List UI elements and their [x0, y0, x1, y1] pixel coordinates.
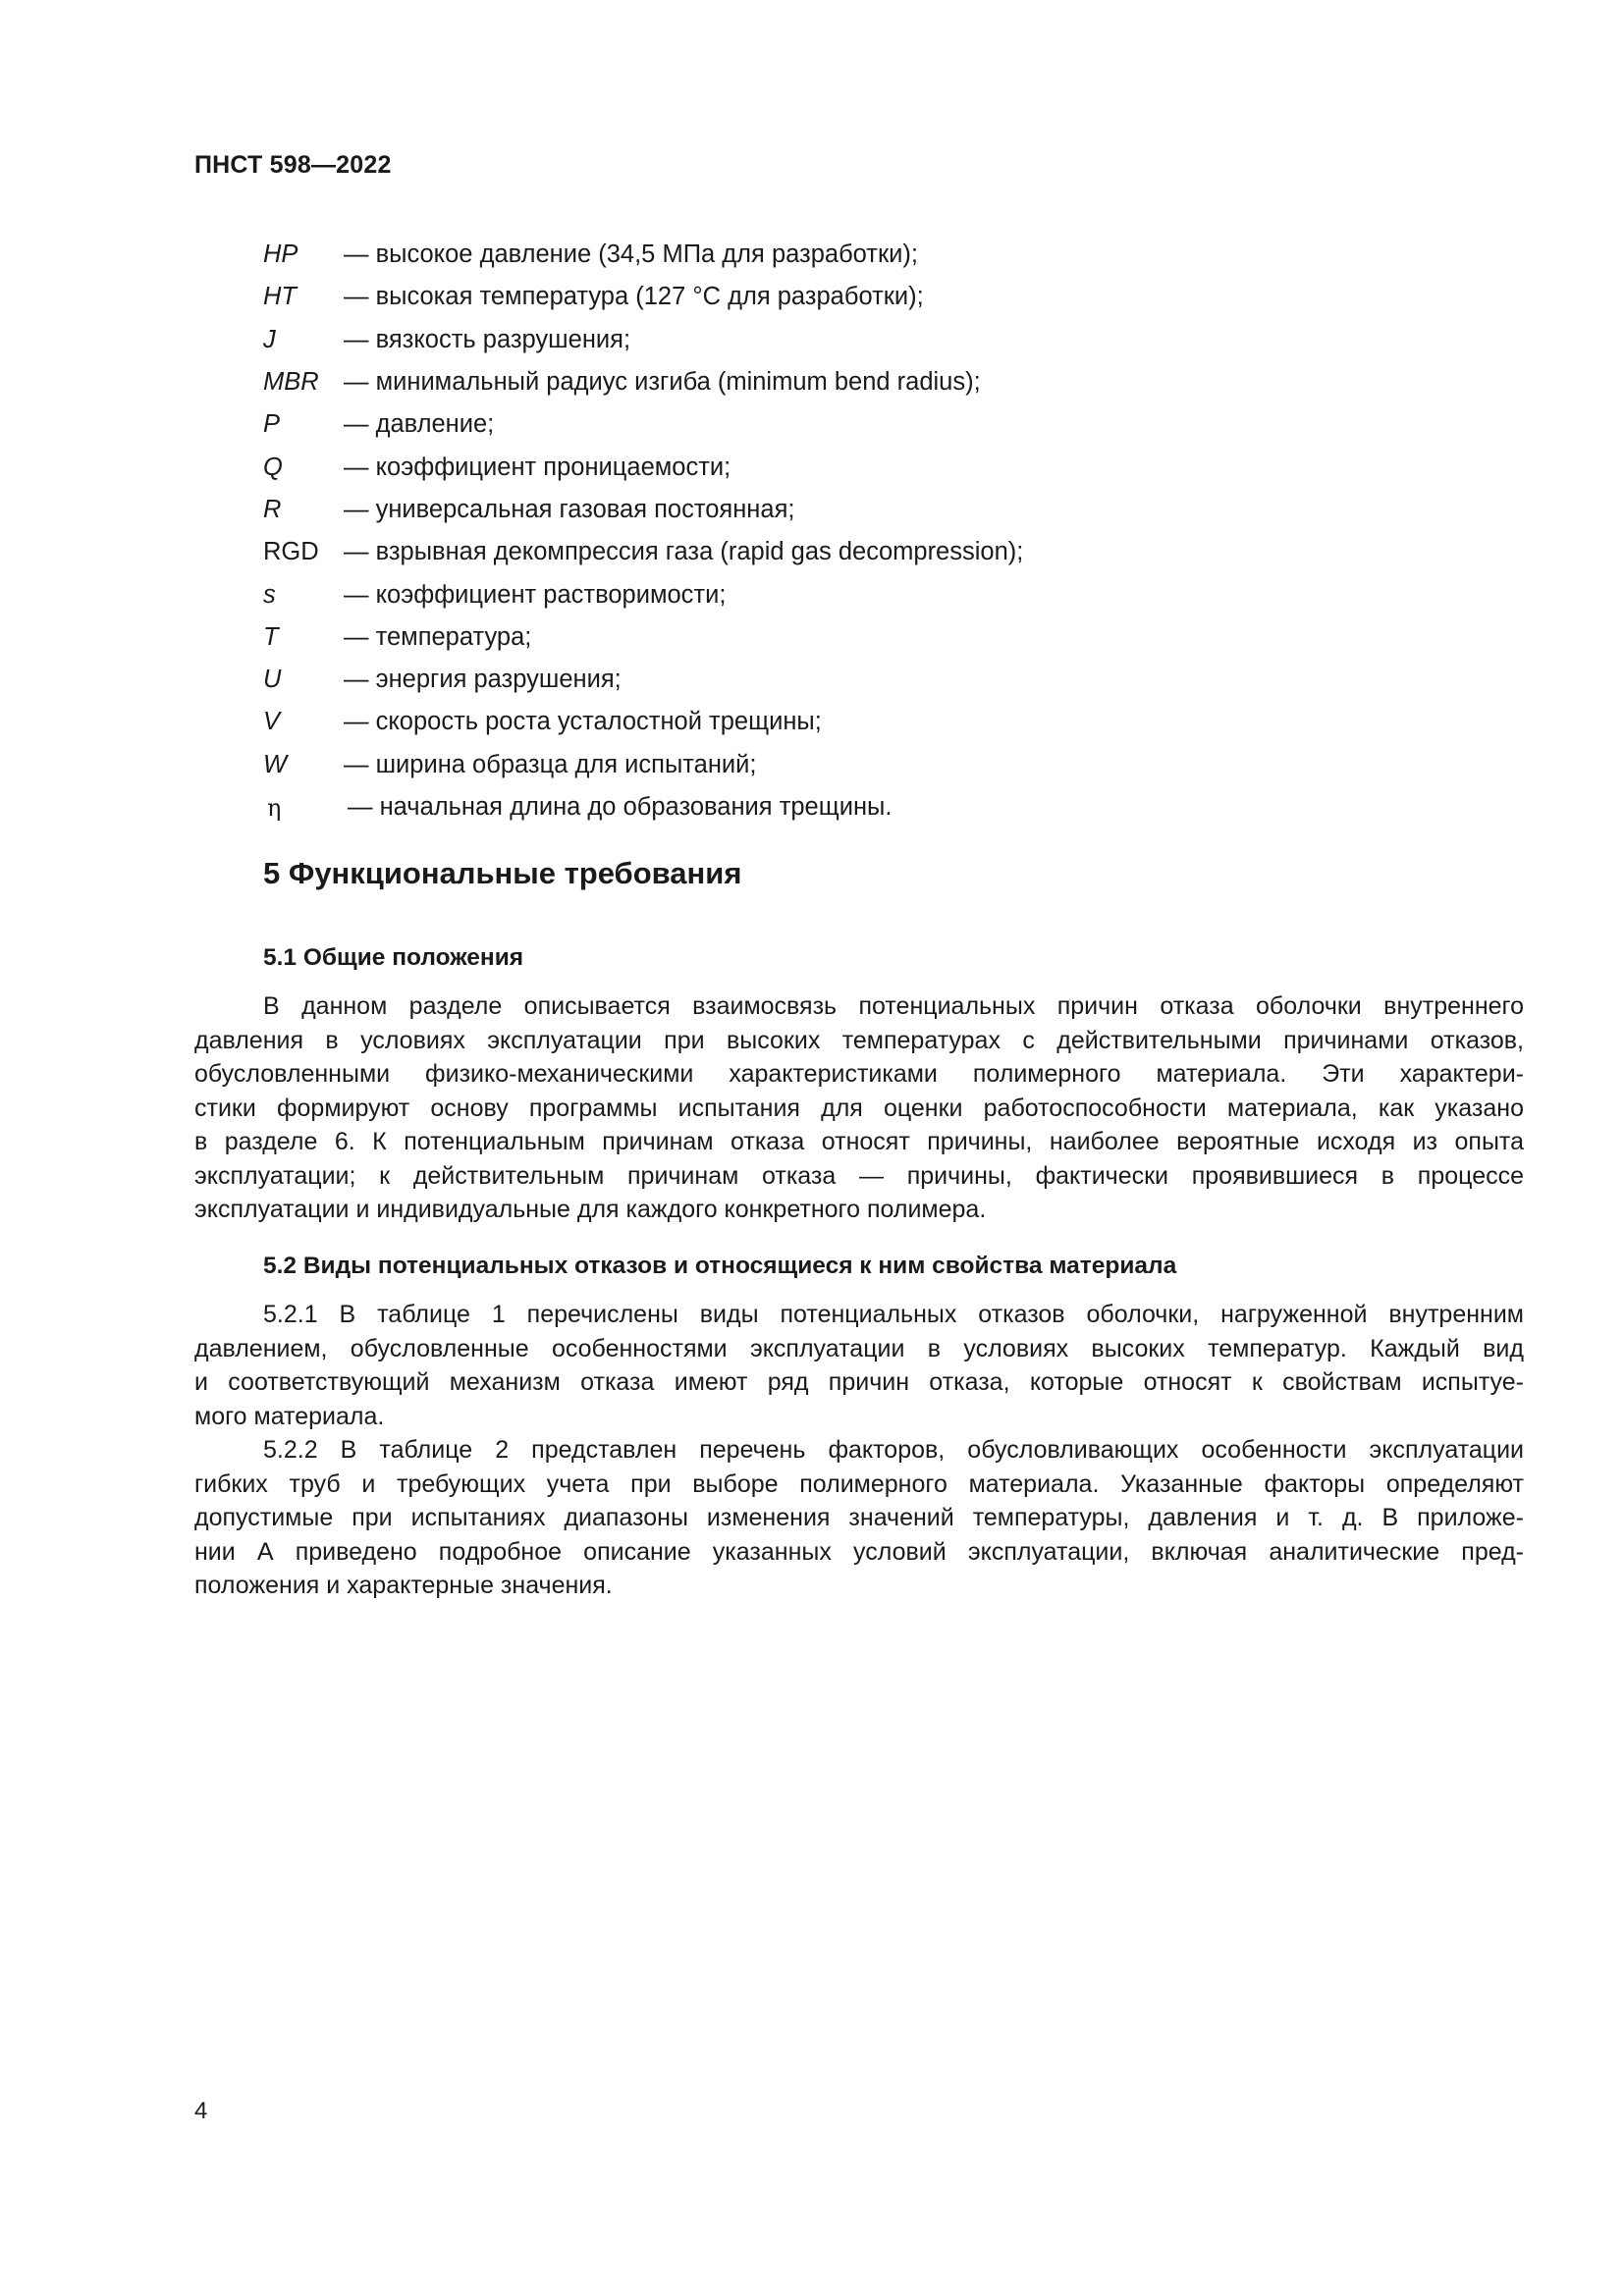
- abbreviation-definition: — ширина образца для испытаний;: [344, 750, 757, 778]
- paragraph-5-2-1: [194, 1298, 1524, 1433]
- abbreviation-symbol: MBR: [263, 368, 319, 397]
- paragraph-line: гибких труб и требующих учета при выборе полимерного материала. Указанные факторы определяют: [194, 1469, 1524, 1498]
- abbreviation-row: [263, 573, 1343, 615]
- abbreviation-row: [263, 786, 1343, 828]
- abbreviation-definition: — взрывная декомпрессия газа (rapid gas decompression);: [344, 538, 1024, 566]
- abbreviation-symbol: V: [263, 708, 281, 736]
- paragraph-5-2-2: [194, 1433, 1524, 1603]
- abbreviation-definition: — энергия разрушения;: [344, 666, 622, 694]
- abbreviation-row: [263, 489, 1343, 531]
- paragraph-line: мого материала.: [194, 1402, 385, 1430]
- abbreviation-row: [263, 616, 1343, 659]
- abbreviation-symbol: s: [263, 580, 276, 609]
- paragraph-line: обусловленными физико-механическими характеристиками полимерного материала. Эти характери-: [194, 1060, 1524, 1088]
- abbreviation-symbol: U: [263, 666, 282, 694]
- abbreviation-symbol: R: [263, 495, 282, 523]
- paragraph-general-provisions: [194, 989, 1524, 1227]
- paragraph-line: стики формируют основу программы испытания для оценки работоспособности материала, как указано: [194, 1094, 1524, 1122]
- abbreviation-row: [263, 403, 1343, 446]
- abbreviation-definition: — коэффициент проницаемости;: [344, 453, 731, 481]
- subsection-heading: 5.1 Общие положения: [263, 944, 524, 971]
- abbreviation-row: [263, 659, 1343, 701]
- paragraph-line: и соответствующий механизм отказа имеют ряд причин отказа, которые относят к свойствам испытуе-: [194, 1368, 1524, 1396]
- abbreviation-definition: — вязкость разрушения;: [344, 325, 631, 353]
- abbreviation-definition: — коэффициент растворимости;: [344, 580, 727, 609]
- abbreviation-symbol: Q: [263, 453, 283, 481]
- abbreviation-list: [263, 234, 1343, 828]
- abbreviation-symbol: η: [267, 793, 282, 822]
- paragraph-line: 5.2.1 В таблице 1 перечислены виды потенциальных отказов оболочки, нагруженной внутренним: [263, 1301, 1524, 1328]
- abbreviation-definition: — универсальная газовая постоянная;: [344, 495, 795, 523]
- abbreviation-definition: — давление;: [344, 410, 495, 439]
- abbreviation-symbol: HP: [263, 240, 298, 269]
- abbreviation-row: [263, 446, 1343, 488]
- paragraph-line: эксплуатации; к действительным причинам отказа — причины, фактически проявившиеся в процессе: [194, 1161, 1524, 1190]
- abbreviation-row: [263, 701, 1343, 743]
- abbreviation-definition: — минимальный радиус изгиба (minimum bend radius);: [344, 368, 981, 397]
- abbreviation-definition: — температура;: [344, 622, 532, 651]
- paragraph-line: нии А приведено подробное описание указанных условий эксплуатации, включая аналитические пред-: [194, 1537, 1524, 1566]
- abbreviation-symbol: T: [263, 622, 279, 651]
- abbreviation-definition: — начальная длина до образования трещины.: [348, 793, 893, 821]
- abbreviation-symbol: J: [263, 325, 276, 353]
- paragraph-line: в разделе 6. К потенциальным причинам отказа относят причины, наиболее вероятные исходя из опыта: [194, 1128, 1524, 1155]
- abbreviation-definition: — высокое давление (34,5 МПа для разработки);: [344, 240, 918, 269]
- section-heading: 5 Функциональные требования: [263, 856, 742, 890]
- abbreviation-row: [263, 531, 1343, 573]
- abbreviation-symbol: RGD: [263, 538, 319, 566]
- abbreviation-row: [263, 319, 1343, 361]
- abbreviation-symbol: P: [263, 410, 281, 439]
- paragraph-line: 5.2.2 В таблице 2 представлен перечень факторов, обусловливающих особенности эксплуатации: [263, 1436, 1524, 1464]
- abbreviation-symbol: W: [263, 750, 288, 778]
- paragraph-line: эксплуатации и индивидуальные для каждого конкретного полимера.: [194, 1196, 987, 1223]
- paragraph-line: допустимые при испытаниях диапазоны изменения значений температуры, давления и т. д. В приложе-: [194, 1504, 1524, 1531]
- abbreviation-definition: — высокая температура (127 °С для разработки);: [344, 283, 924, 311]
- paragraph-line: давлением, обусловленные особенностями эксплуатации в условиях высоких температур. Каждый вид: [194, 1334, 1524, 1362]
- page-number: 4: [194, 2098, 208, 2124]
- abbreviation-row: [263, 234, 1343, 276]
- abbreviation-symbol: HT: [263, 283, 297, 311]
- abbreviation-definition: — скорость роста усталостной трещины;: [344, 708, 822, 736]
- abbreviation-row: [263, 744, 1343, 786]
- abbreviation-row: [263, 361, 1343, 403]
- paragraph-line: В данном разделе описывается взаимосвязь потенциальных причин отказа оболочки внутреннего: [263, 992, 1524, 1020]
- paragraph-line: положения и характерные значения.: [194, 1572, 613, 1599]
- subsection-heading: 5.2 Виды потенциальных отказов и относящиеся к ним свойства материала: [263, 1253, 1177, 1279]
- paragraph-line: давления в условиях эксплуатации при высоких температурах с действительными причинами отказов,: [194, 1026, 1524, 1054]
- document-code-header: ПНСТ 598—2022: [194, 151, 392, 179]
- abbreviation-row: [263, 276, 1343, 318]
